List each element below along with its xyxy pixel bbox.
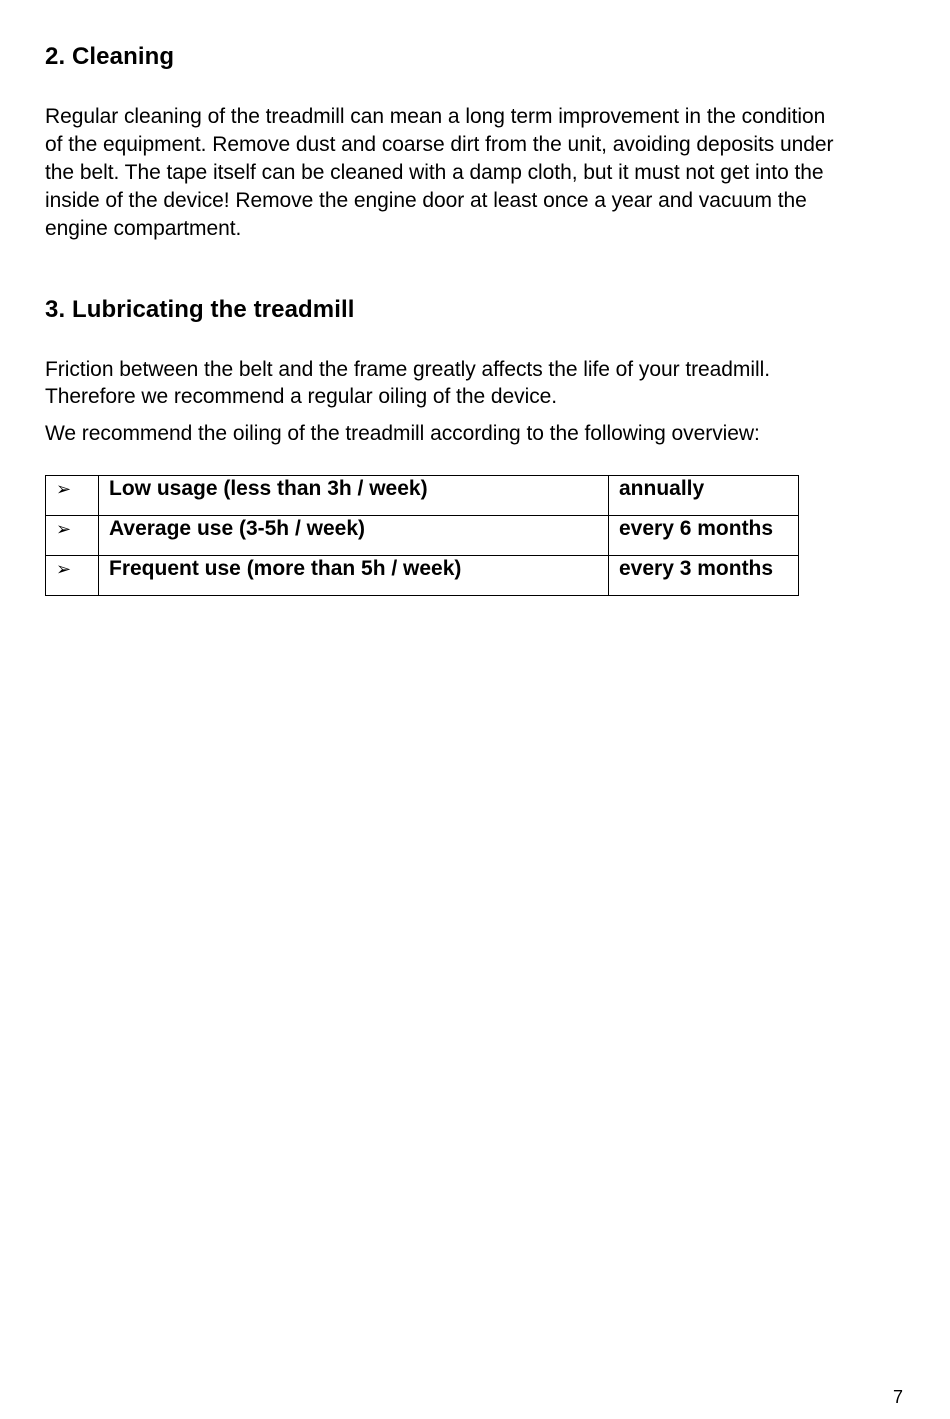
cleaning-paragraph bbox=[45, 103, 915, 243]
arrow-bullet-icon: ➢ bbox=[56, 519, 72, 540]
recommendation-paragraph bbox=[45, 420, 915, 448]
oiling-schedule-table bbox=[45, 475, 799, 596]
usage-cell: Low usage (less than 3h / week) bbox=[99, 476, 609, 516]
recommendation-text: We recommend the oiling of the treadmill according to the following overview: bbox=[45, 422, 760, 445]
lubricating-heading: 3. Lubricating the treadmill bbox=[45, 296, 355, 323]
table-row bbox=[46, 516, 799, 556]
arrow-bullet-icon: ➢ bbox=[56, 479, 72, 500]
frequency-cell: every 3 months bbox=[609, 556, 799, 596]
cleaning-line: inside of the device! Remove the engine door at least once a year and vacuum the bbox=[45, 189, 807, 212]
cleaning-line: the belt. The tape itself can be cleaned with a damp cloth, but it must not get into the bbox=[45, 161, 824, 184]
bullet-cell bbox=[46, 476, 99, 516]
frequency-cell: every 6 months bbox=[609, 516, 799, 556]
bullet-cell bbox=[46, 516, 99, 556]
cleaning-line: Regular cleaning of the treadmill can mean a long term improvement in the condition bbox=[45, 105, 826, 128]
page-number: 7 bbox=[892, 1387, 903, 1407]
table-row bbox=[46, 476, 799, 516]
friction-line: Therefore we recommend a regular oiling of the device. bbox=[45, 385, 558, 408]
usage-cell: Frequent use (more than 5h / week) bbox=[99, 556, 609, 596]
cleaning-line: of the equipment. Remove dust and coarse dirt from the unit, avoiding deposits under bbox=[45, 133, 834, 156]
cleaning-line: engine compartment. bbox=[45, 217, 242, 240]
arrow-bullet-icon: ➢ bbox=[56, 559, 72, 580]
friction-line: Friction between the belt and the frame greatly affects the life of your treadmill. bbox=[45, 358, 771, 381]
usage-cell: Average use (3-5h / week) bbox=[99, 516, 609, 556]
frequency-cell: annually bbox=[609, 476, 799, 516]
table-row bbox=[46, 556, 799, 596]
bullet-cell bbox=[46, 556, 99, 596]
friction-paragraph bbox=[45, 356, 915, 410]
cleaning-heading: 2. Cleaning bbox=[45, 43, 175, 70]
